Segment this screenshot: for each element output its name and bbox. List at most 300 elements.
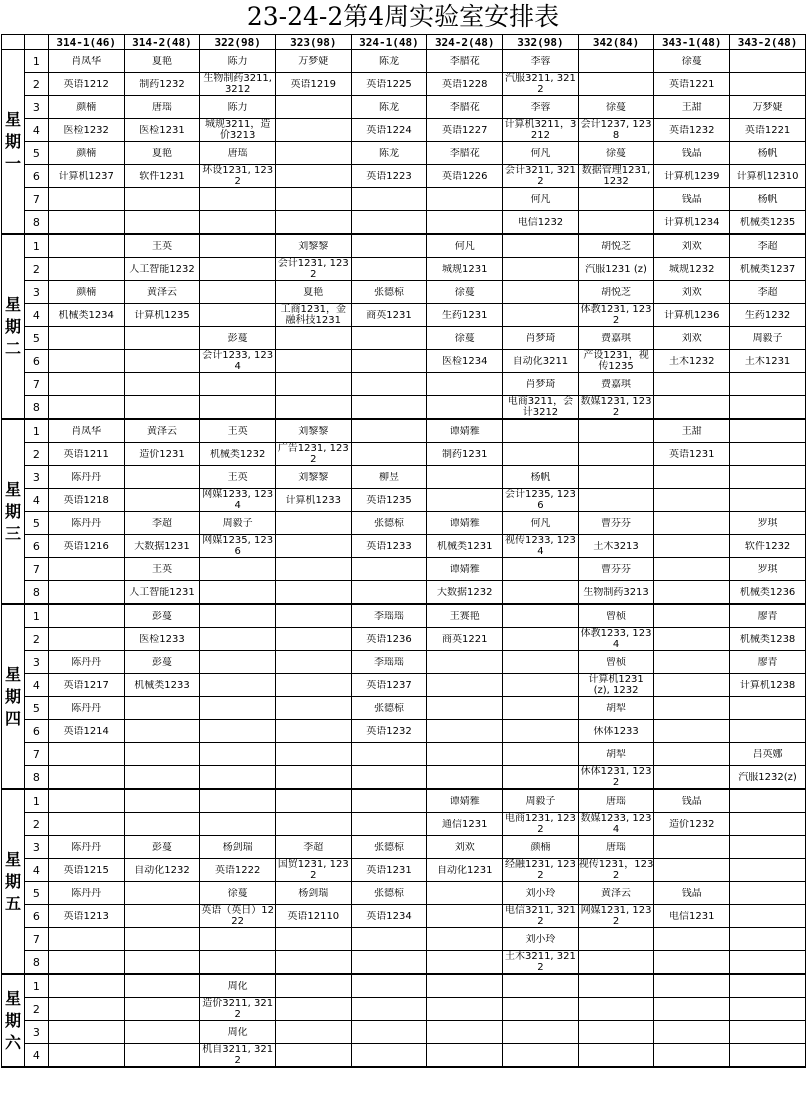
class-cell [48,998,124,1021]
class-cell [427,581,503,605]
class-cell [200,165,276,188]
teacher-cell [275,50,351,73]
cell-text: 制药1231 [442,448,488,460]
cell-text: 张德椋 [373,841,404,853]
teacher-cell [503,142,579,165]
class-cell [427,674,503,697]
class-cell [48,73,124,96]
period-number: 4 [25,859,49,882]
cell-text: 会计1231, 1232 [277,258,349,280]
period-number: 1 [25,789,49,813]
cell-text: 计算机1235 [134,309,190,321]
teacher-cell [578,512,654,535]
cell-text: 计算机1234 [664,216,720,228]
teacher-cell [654,466,730,489]
class-cell [578,443,654,466]
cell-text: 软件1232 [744,540,791,552]
cell-text: 自动化3211 [512,355,569,367]
class-cell [503,211,579,235]
cell-text: 吕英娜 [752,748,783,760]
cell-text: 英语1228 [442,78,488,90]
cell-text: 医检1232 [63,124,109,136]
class-cell [200,720,276,743]
cell-text: 城规3211，造价3213 [204,119,271,141]
class-cell [654,859,730,882]
schedule-row [2,327,806,350]
class-cell [124,489,200,512]
cell-text: 陈丹丹 [71,656,102,668]
class-cell [654,998,730,1021]
teacher-cell [48,466,124,489]
period-number: 5 [25,142,49,165]
teacher-cell [48,419,124,443]
cell-text: 王赛艳 [449,610,480,622]
teacher-cell [124,558,200,581]
teacher-cell [730,789,806,813]
cell-text: 机械类1238 [739,633,796,645]
teacher-cell [200,281,276,304]
class-cell [48,813,124,836]
cell-text: 会计1235, 1236 [504,489,576,511]
cell-text: 医检1231 [139,124,185,136]
class-cell [578,1044,654,1068]
teacher-cell [730,743,806,766]
schedule-row [2,489,806,512]
cell-text: 网媒1231, 1232 [580,905,652,927]
cell-text: 会计1237, 1238 [580,119,652,141]
cell-text: 会计3211, 3212 [504,165,576,187]
schedule-row [2,304,806,327]
period-number: 1 [25,419,49,443]
cell-text: 计算机1236 [664,309,720,321]
teacher-cell [275,743,351,766]
class-cell [48,489,124,512]
class-cell [275,628,351,651]
period-number: 7 [25,928,49,951]
teacher-cell [200,651,276,674]
cell-text: 彭蔓 [227,332,248,344]
class-cell [351,443,427,466]
cell-text: 英语1218 [63,494,109,506]
class-cell [427,73,503,96]
cell-text: 何凡 [530,193,551,205]
teacher-cell [503,234,579,258]
schedule-row [2,789,806,813]
class-cell [654,165,730,188]
teacher-cell [654,789,730,813]
class-cell [275,258,351,281]
class-cell [200,73,276,96]
class-cell [654,211,730,235]
teacher-cell [654,882,730,905]
class-cell [351,813,427,836]
cell-text: 视传1233, 1234 [504,535,576,557]
schedule-row [2,119,806,142]
cell-text: 经融1231, 1232 [504,859,576,881]
cell-text: 彭蔓 [151,841,172,853]
teacher-cell [427,142,503,165]
class-cell [730,766,806,790]
class-cell [427,1044,503,1068]
cell-text: 颜楠 [76,101,97,113]
cell-text: 英语1219 [290,78,336,90]
teacher-cell [730,651,806,674]
class-cell [351,350,427,373]
class-cell [578,581,654,605]
schedule-row [2,905,806,928]
class-cell [654,535,730,558]
teacher-cell [275,558,351,581]
teacher-cell [427,558,503,581]
teacher-cell [427,327,503,350]
class-cell [730,1044,806,1068]
teacher-cell [578,281,654,304]
cell-text: 刘黎黎 [298,425,329,437]
class-cell [427,535,503,558]
cell-text: 计算机1237 [58,170,114,182]
cell-text: 英语1221 [669,78,715,90]
class-cell [124,813,200,836]
cell-text: 夏艳 [151,147,172,159]
teacher-cell [730,327,806,350]
cell-text: 罗琪 [757,563,778,575]
schedule-row [2,512,806,535]
teacher-cell [351,419,427,443]
teacher-cell [275,327,351,350]
teacher-cell [578,50,654,73]
cell-text: 产设1231，视传1235 [583,350,649,372]
teacher-cell [351,882,427,905]
class-cell [503,443,579,466]
period-number: 5 [25,697,49,720]
cell-text: 广告1231, 1232 [277,443,349,465]
cell-text: 夏艳 [151,55,172,67]
teacher-cell [503,512,579,535]
class-cell [427,119,503,142]
cell-text: 机械类1236 [739,586,796,598]
period-number: 5 [25,512,49,535]
class-cell [124,396,200,420]
period-number: 6 [25,905,49,928]
teacher-cell [200,836,276,859]
cell-text: 陈力 [227,101,248,113]
period-number: 8 [25,951,49,975]
class-cell [124,443,200,466]
cell-text: 陈龙 [378,101,399,113]
class-cell [48,350,124,373]
teacher-cell [730,974,806,998]
cell-text: 机械类1235 [739,216,796,228]
teacher-cell [275,466,351,489]
cell-text: 李超 [757,286,778,298]
teacher-cell [48,928,124,951]
teacher-cell [275,604,351,628]
class-cell [503,674,579,697]
schedule-row [2,142,806,165]
teacher-cell [730,142,806,165]
teacher-cell [351,50,427,73]
class-cell [730,813,806,836]
class-cell [124,674,200,697]
schedule-row [2,258,806,281]
class-cell [48,905,124,928]
class-cell [124,951,200,975]
cell-text: 胡悦芝 [601,240,632,252]
class-cell [200,258,276,281]
cell-text: 曾桢 [606,610,627,622]
teacher-cell [427,882,503,905]
cell-text: 王英 [227,425,248,437]
cell-text: 计算机1231 (z), 1232 [588,674,644,696]
cell-text: 人工智能1231 [129,586,195,598]
class-cell [200,489,276,512]
period-number: 7 [25,373,49,396]
class-cell [275,720,351,743]
cell-text: 曹芬芬 [601,563,632,575]
class-cell [578,859,654,882]
cell-text: 肖凤华 [71,55,102,67]
teacher-cell [654,1021,730,1044]
cell-text: 刘欢 [681,332,702,344]
teacher-cell [351,512,427,535]
cell-text: 费嘉琪 [601,378,632,390]
teacher-cell [124,651,200,674]
teacher-cell [48,789,124,813]
teacher-cell [654,928,730,951]
class-cell [351,766,427,790]
teacher-cell [124,466,200,489]
cell-text: 计算机1233 [285,494,341,506]
cell-text: 英语1231 [669,448,715,460]
teacher-cell [654,234,730,258]
class-cell [124,720,200,743]
cell-text: 谭婧雅 [449,425,480,437]
class-cell [578,720,654,743]
cell-text: 陈龙 [378,147,399,159]
period-number: 1 [25,234,49,258]
cell-text: 刘欢 [454,841,475,853]
cell-text: 机械类1233 [134,679,190,691]
class-cell [503,581,579,605]
cell-text: 国贸1231, 1232 [277,859,349,881]
cell-text: 数据管理1231, 1232 [581,165,651,187]
teacher-cell [48,327,124,350]
cell-text: 刘欢 [681,240,702,252]
period-number: 3 [25,96,49,119]
room-header: 342(84) [578,35,654,50]
teacher-cell [351,142,427,165]
class-cell [503,720,579,743]
class-cell [124,628,200,651]
class-cell [275,73,351,96]
class-cell [124,581,200,605]
teacher-cell [351,604,427,628]
cell-text: 汽服1231 (z) [585,263,647,275]
teacher-cell [351,789,427,813]
cell-text: 英语1232 [669,124,715,136]
period-number: 1 [25,50,49,73]
teacher-cell [124,697,200,720]
teacher-cell [730,188,806,211]
class-cell [503,119,579,142]
teacher-cell [124,974,200,998]
class-cell [275,489,351,512]
teacher-cell [503,281,579,304]
cell-text: 电信1232 [517,216,564,228]
cell-text: 休体1231, 1232 [580,766,652,788]
class-cell [48,535,124,558]
class-cell [48,396,124,420]
class-cell [124,304,200,327]
period-number: 4 [25,119,49,142]
teacher-cell [503,974,579,998]
period-number: 2 [25,628,49,651]
period-number: 5 [25,327,49,350]
cell-text: 费嘉琪 [601,332,632,344]
class-cell [730,674,806,697]
class-cell [351,165,427,188]
teacher-cell [503,789,579,813]
class-cell [730,165,806,188]
teacher-cell [503,697,579,720]
schedule-row [2,419,806,443]
cell-text: 机械类1234 [58,309,114,321]
class-cell [351,489,427,512]
class-cell [427,304,503,327]
class-cell [578,350,654,373]
schedule-table [1,34,806,1068]
schedule-row [2,766,806,790]
teacher-cell [275,651,351,674]
cell-text: 周化 [227,1026,248,1038]
cell-text: 机械类1232 [209,448,266,460]
cell-text: 彭蔓 [151,610,172,622]
teacher-cell [124,188,200,211]
class-cell [351,905,427,928]
teacher-cell [427,512,503,535]
room-header: 322(98) [200,35,276,50]
teacher-cell [200,512,276,535]
teacher-cell [200,188,276,211]
class-cell [654,720,730,743]
schedule-row [2,350,806,373]
cell-text: 土木1232 [669,355,715,367]
cell-text: 肖凤华 [71,425,102,437]
teacher-cell [654,188,730,211]
period-number: 7 [25,558,49,581]
teacher-cell [578,234,654,258]
room-header: 324-2(48) [427,35,503,50]
teacher-cell [351,234,427,258]
period-number: 8 [25,766,49,790]
teacher-cell [654,142,730,165]
teacher-cell [275,142,351,165]
class-cell [730,443,806,466]
teacher-cell [654,651,730,674]
class-cell [730,258,806,281]
teacher-cell [48,96,124,119]
teacher-cell [427,281,503,304]
cell-text: 黄泽云 [601,887,632,899]
teacher-cell [48,604,124,628]
class-cell [730,859,806,882]
cell-text: 环设1231, 1232 [202,165,274,187]
class-cell [351,628,427,651]
class-cell [578,258,654,281]
teacher-cell [124,327,200,350]
class-cell [730,951,806,975]
cell-text: 陈丹丹 [71,702,102,714]
schedule-row [2,697,806,720]
teacher-cell [200,142,276,165]
class-cell [427,859,503,882]
cell-text: 生物制药3211, 3212 [203,73,272,95]
class-cell [48,674,124,697]
schedule-row [2,73,806,96]
cell-text: 医检1234 [442,355,488,367]
class-cell [351,119,427,142]
class-cell [275,304,351,327]
teacher-cell [427,234,503,258]
cell-text: 周毅子 [752,332,783,344]
cell-text: 计算机1238 [739,679,796,691]
schedule-row [2,859,806,882]
cell-text: 刘欢 [681,286,702,298]
period-number: 8 [25,581,49,605]
teacher-cell [200,96,276,119]
period-number: 6 [25,720,49,743]
teacher-cell [275,928,351,951]
teacher-cell [48,974,124,998]
cell-text: 电信3211, 3212 [504,905,576,927]
class-cell [351,998,427,1021]
schedule-row [2,281,806,304]
class-cell [730,350,806,373]
class-cell [654,489,730,512]
cell-text: 英语1231 [366,864,412,876]
cell-text: 徐蔓 [681,55,702,67]
teacher-cell [200,234,276,258]
teacher-cell [200,697,276,720]
cell-text: 英语1225 [366,78,412,90]
class-cell [427,951,503,975]
class-cell [351,258,427,281]
class-cell [730,998,806,1021]
period-number: 4 [25,304,49,327]
cell-text: 李腊花 [449,147,480,159]
cell-text: 医检1233 [139,633,185,645]
period-number: 3 [25,651,49,674]
teacher-cell [124,928,200,951]
class-cell [200,674,276,697]
cell-text: 计算机12310 [736,170,799,182]
period-number: 6 [25,165,49,188]
teacher-cell [578,651,654,674]
cell-text: 英语1221 [744,124,791,136]
class-cell [124,766,200,790]
class-cell [275,211,351,235]
class-cell [654,951,730,975]
cell-text: 英语1233 [366,540,412,552]
cell-text: 王英 [151,563,172,575]
cell-text: 李超 [303,841,324,853]
cell-text: 体教1231, 1232 [580,304,652,326]
class-cell [578,905,654,928]
teacher-cell [200,928,276,951]
day-label: 星期一 [2,50,25,235]
period-number: 2 [25,73,49,96]
room-header: 314-1(46) [48,35,124,50]
